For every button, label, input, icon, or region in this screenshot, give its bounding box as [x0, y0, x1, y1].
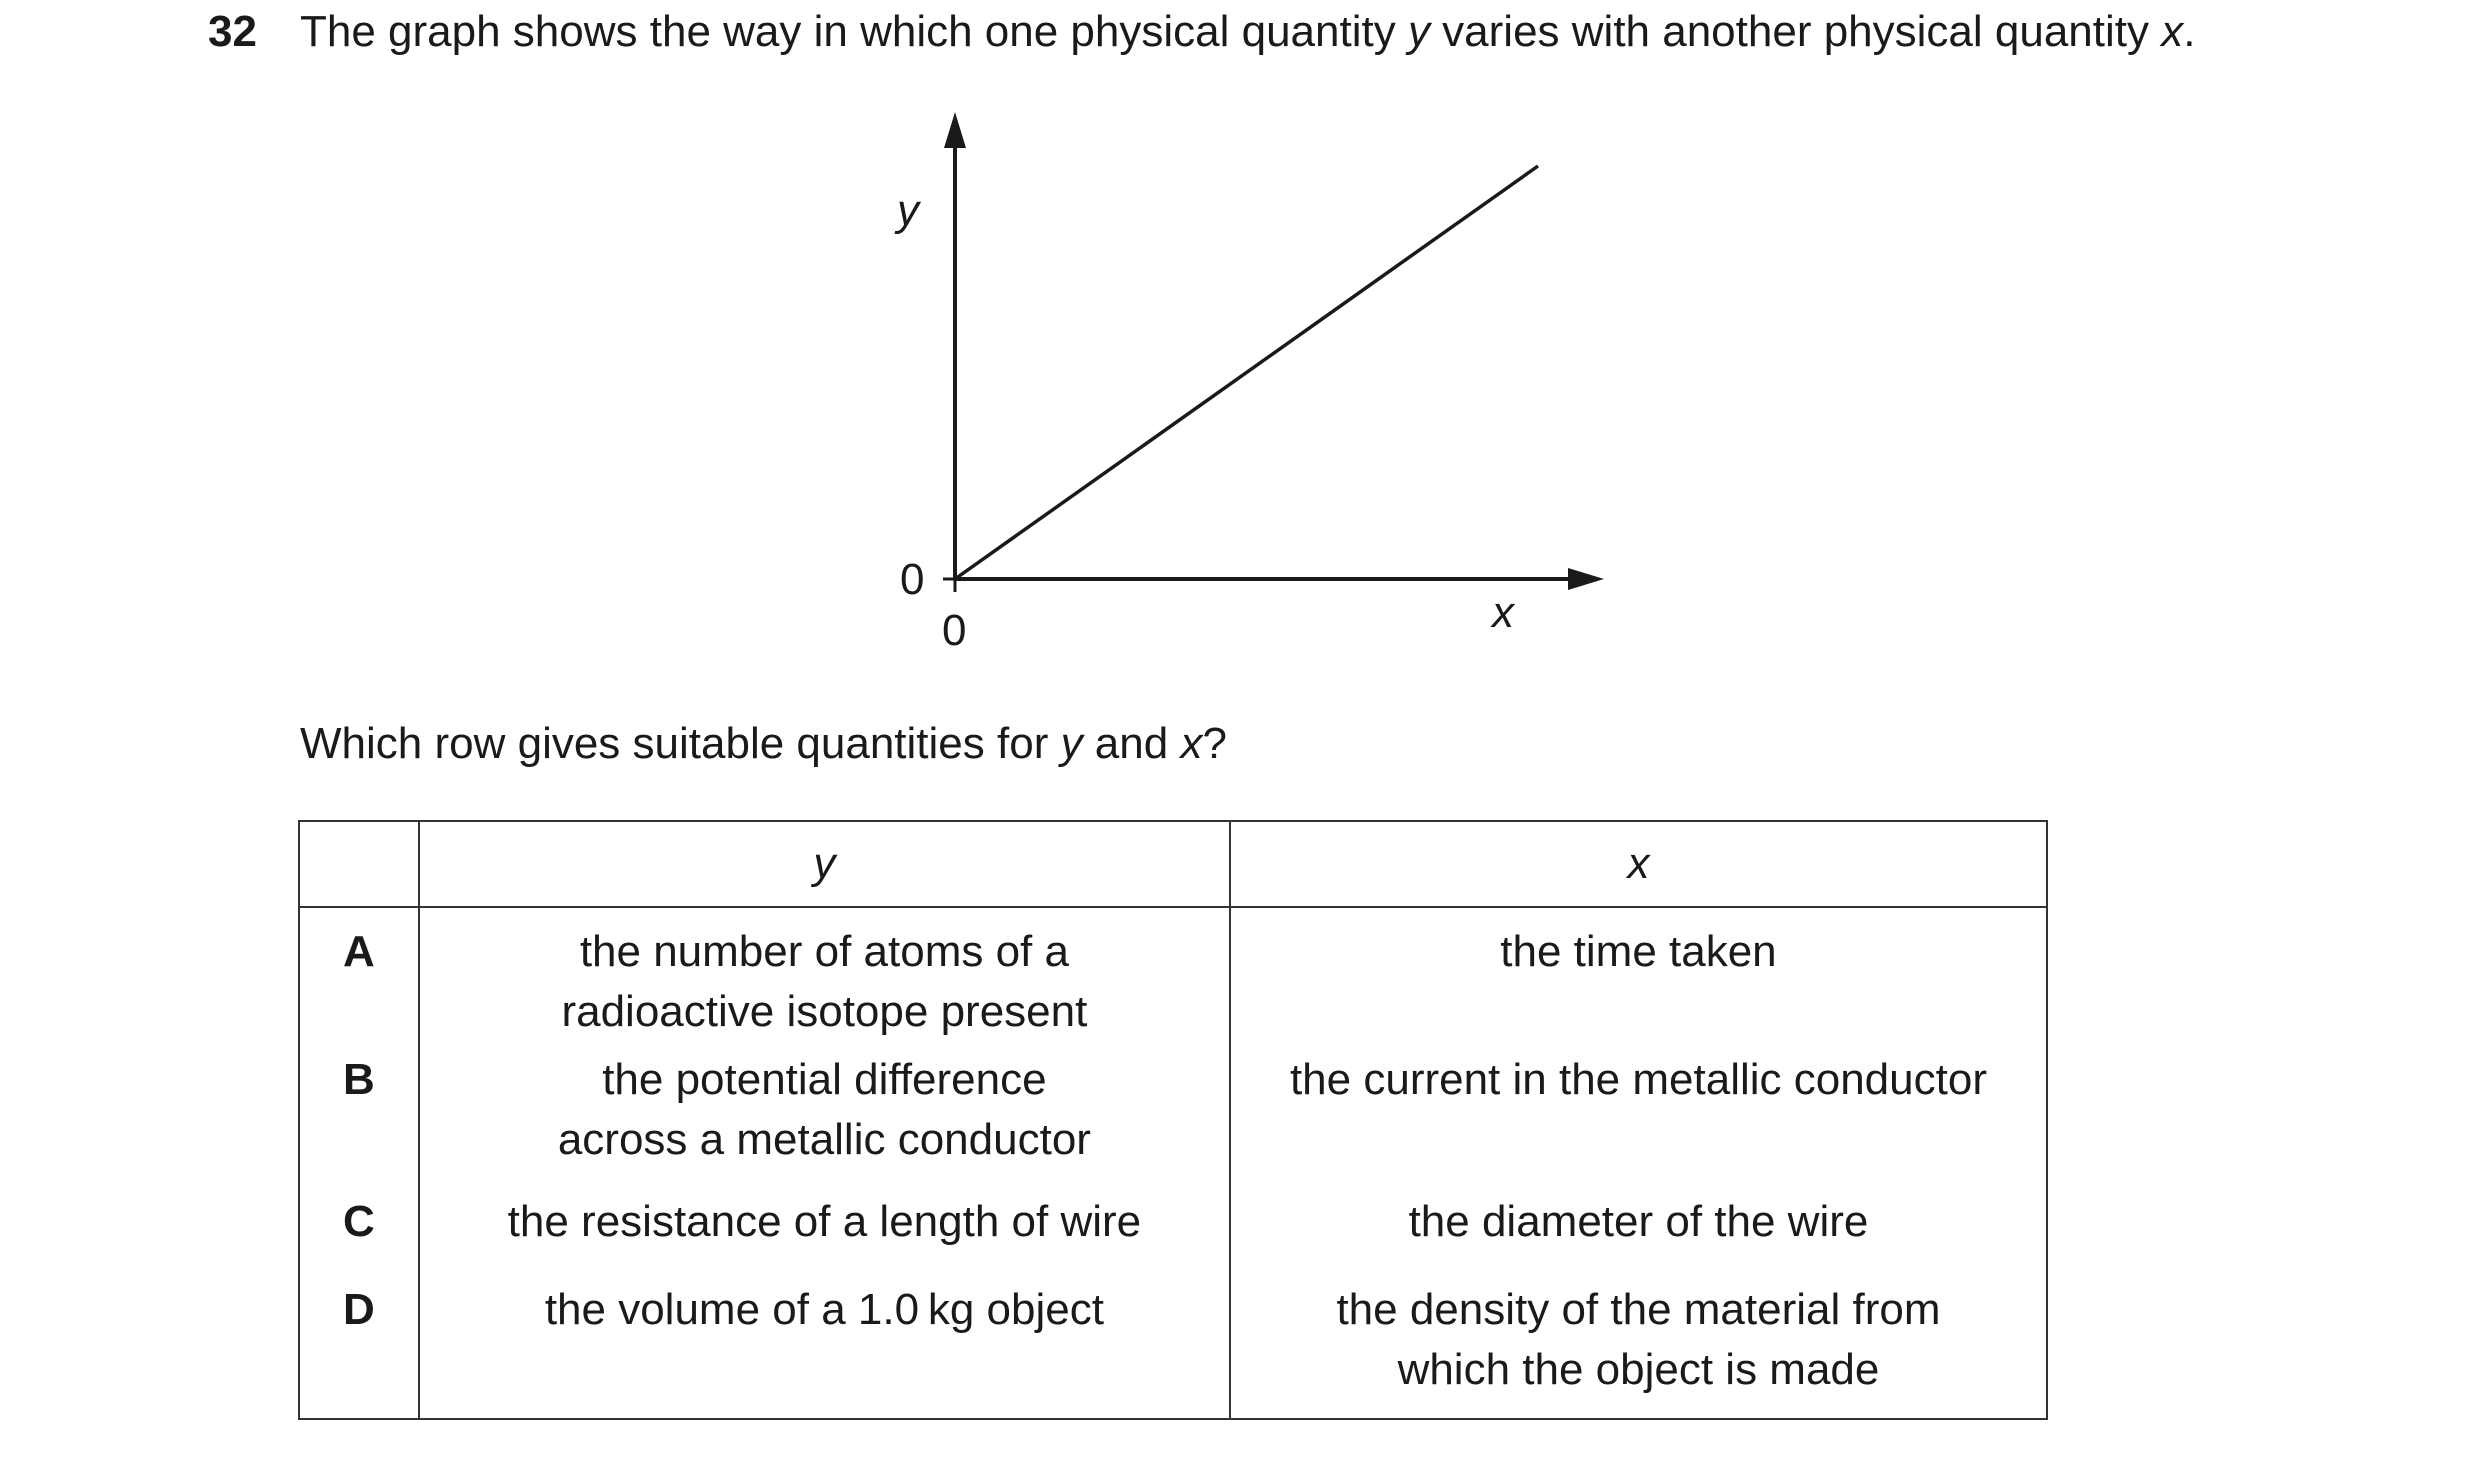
row-x-cell: [1230, 1192, 2047, 1280]
y-origin-label: 0: [900, 555, 925, 604]
row-x-line: the current in the metallic conductor: [1289, 1055, 1987, 1104]
row-y-line: across a metallic conductor: [557, 1115, 1091, 1164]
row-y-line: the potential difference: [602, 1055, 1047, 1104]
row-x-line: the diameter of the wire: [1408, 1197, 1869, 1246]
row-letter: C: [299, 1192, 419, 1280]
prompt-y-variable: y: [1060, 719, 1083, 768]
row-y-line: the volume of a 1.0 kg object: [544, 1285, 1104, 1334]
header-y: y: [419, 821, 1230, 907]
prompt-part1: Which row gives suitable quantities for: [300, 719, 1061, 768]
y-axis-label: y: [897, 186, 919, 235]
row-y-cell: [419, 1192, 1230, 1280]
header-blank-cell: [299, 821, 419, 907]
row-y-cell: [419, 907, 1230, 1050]
row-x-line: the density of the material from: [1336, 1285, 1941, 1334]
row-y-line: the number of atoms of a: [579, 927, 1069, 976]
question-y-variable: y: [1407, 7, 1430, 56]
x-origin-label: 0: [942, 606, 967, 655]
prompt-x-variable: x: [1180, 719, 1203, 768]
graph: [0, 0, 2480, 700]
question-number: 32: [208, 7, 257, 56]
question-text-part3: .: [2183, 7, 2196, 56]
question-text-part2: varies with another physical quantity: [1429, 7, 2162, 56]
question-text-part1: The graph shows the way in which one physical quantity: [300, 7, 1408, 56]
row-y-cell: [419, 1280, 1230, 1419]
table-row-b[interactable]: [299, 1050, 2047, 1192]
row-x-cell: [1230, 1280, 2047, 1419]
row-y-line: the resistance of a length of wire: [507, 1197, 1142, 1246]
prompt-text: [300, 716, 1227, 772]
y-axis-arrowhead: [944, 112, 966, 148]
row-x-cell: [1230, 907, 2047, 1050]
x-axis-arrowhead: [1568, 568, 1604, 590]
header-x: x: [1230, 821, 2047, 907]
row-letter: B: [299, 1050, 419, 1192]
prompt-part2: and: [1082, 719, 1181, 768]
graph-line: [955, 166, 1538, 579]
row-x-line: the time taken: [1500, 927, 1777, 976]
table-row-a[interactable]: [299, 907, 2047, 1050]
row-x-cell: [1230, 1050, 2047, 1192]
row-letter: D: [299, 1280, 419, 1419]
x-axis-label: x: [1492, 588, 1514, 637]
row-letter: A: [299, 907, 419, 1050]
table-row-c[interactable]: [299, 1192, 2047, 1280]
answer-table: [298, 820, 2048, 1420]
row-x-line: which the object is made: [1397, 1345, 1880, 1394]
row-y-line: radioactive isotope present: [561, 987, 1088, 1036]
question-x-variable: x: [2161, 7, 2184, 56]
table-header-row: [299, 821, 2047, 907]
table-row-d[interactable]: [299, 1280, 2047, 1419]
row-y-cell: [419, 1050, 1230, 1192]
prompt-part3: ?: [1202, 719, 1227, 768]
